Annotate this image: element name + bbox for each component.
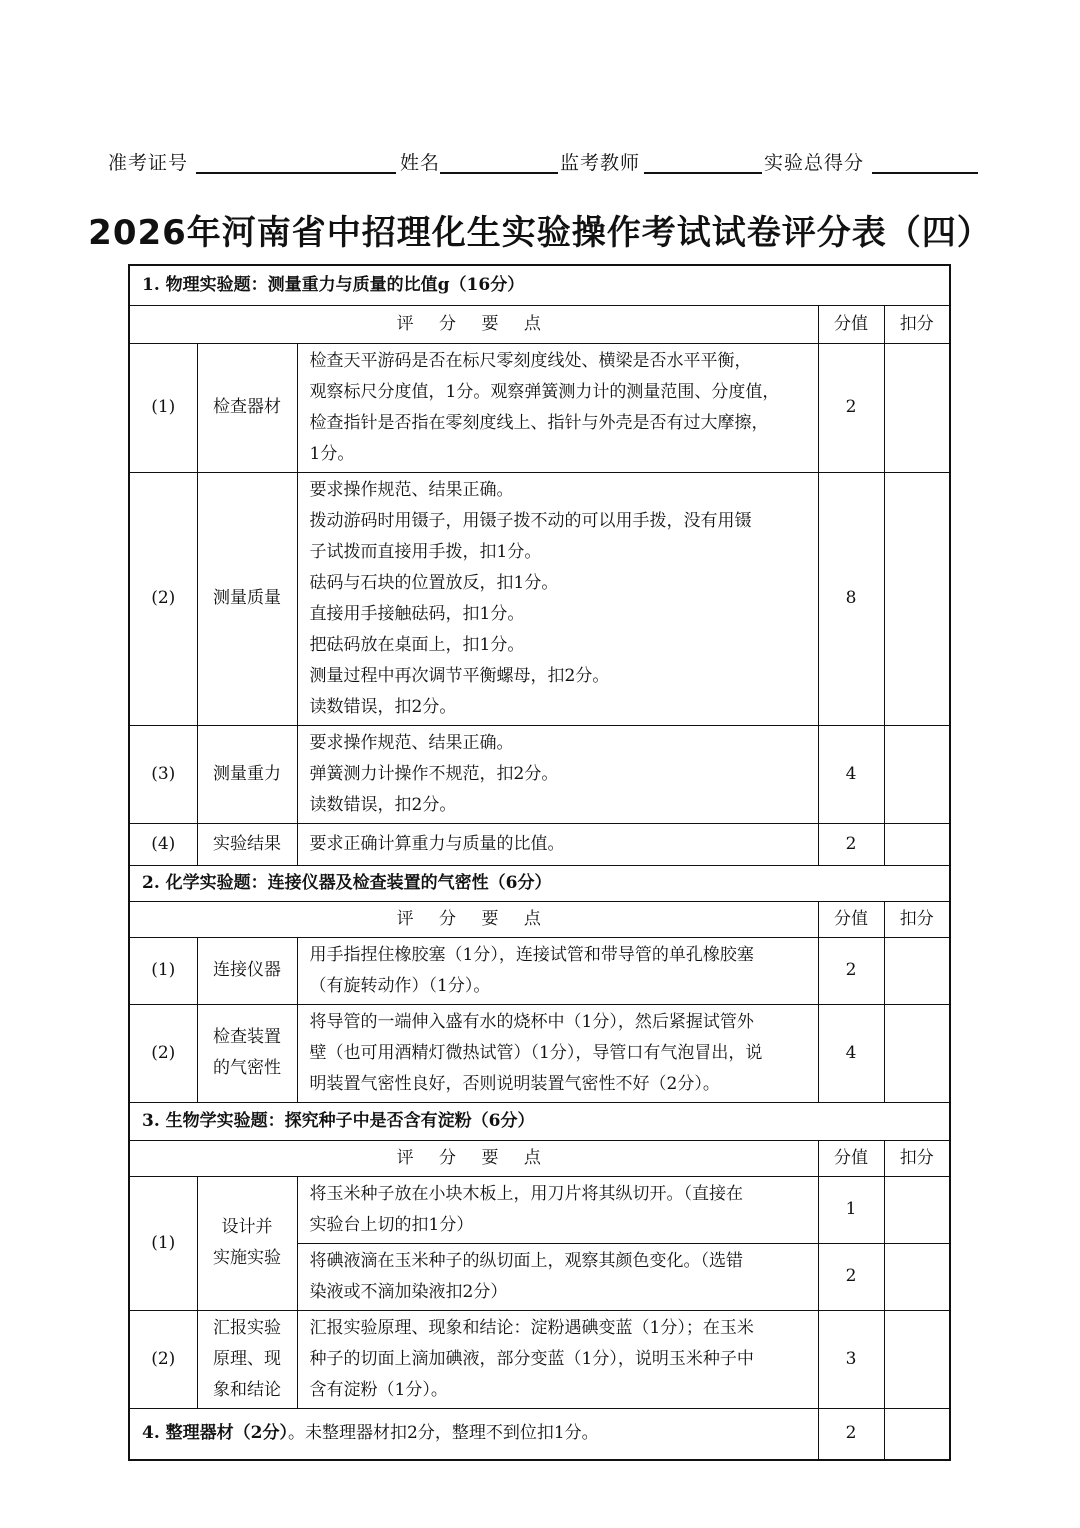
- criteria-line: 将导管的一端伸入盛有水的烧杯中（1分），然后紧握试管外: [309, 1011, 754, 1032]
- cleanup-text: 。未整理器材扣2分，整理不到位扣1分。: [288, 1423, 599, 1444]
- criteria-line: 把砝码放在桌面上，扣1分。: [309, 634, 525, 655]
- row-item: 测量重力: [197, 725, 297, 823]
- row-criteria: [297, 343, 818, 472]
- criteria-line: 要求正确计算重力与质量的比值。: [309, 833, 565, 854]
- teacher-field[interactable]: [644, 172, 762, 174]
- exam-header: [108, 148, 978, 178]
- score-header: 分值: [818, 901, 884, 937]
- biology-section-row: [129, 1102, 950, 1140]
- row-criteria: [297, 1004, 818, 1102]
- chemistry-row-2: [129, 1004, 950, 1102]
- row-number: (2): [129, 472, 197, 725]
- biology-row-2: [129, 1310, 950, 1408]
- physics-col-header: [129, 305, 950, 343]
- row-number: (2): [129, 1310, 197, 1408]
- deduct-cell[interactable]: [884, 343, 950, 472]
- criteria-line: 要求操作规范、结果正确。: [309, 479, 514, 500]
- row-score: 2: [818, 1243, 884, 1310]
- row-item: [197, 1176, 297, 1310]
- row-number: (1): [129, 343, 197, 472]
- criteria-line: 子试拨而直接用手拨，扣1分。: [309, 541, 542, 562]
- teacher-label: 监考教师: [560, 152, 641, 174]
- criteria-line: 弹簧测力计操作不规范，扣2分。: [309, 763, 559, 784]
- row-number: (1): [129, 1176, 197, 1310]
- points-header: 评 分 要 点: [129, 901, 818, 937]
- row-item: [197, 1004, 297, 1102]
- criteria-line: 明装置气密性良好，否则说明装置气密性不好（2分）。: [309, 1073, 720, 1094]
- criteria-line: 1分。: [309, 443, 355, 464]
- criteria-line: 拨动游码时用镊子，用镊子拨不动的可以用手拨，没有用镊: [309, 510, 752, 531]
- criteria-line: 直接用手接触砝码，扣1分。: [309, 603, 525, 624]
- row-criteria: [297, 823, 818, 865]
- row-criteria: [297, 472, 818, 725]
- chemistry-row-1: [129, 937, 950, 1004]
- deduct-cell[interactable]: [884, 472, 950, 725]
- row-number: (2): [129, 1004, 197, 1102]
- total-score-label: 实验总得分: [764, 152, 865, 174]
- criteria-line: （有旋转动作）（1分）。: [309, 975, 491, 996]
- criteria-line: 测量过程中再次调节平衡螺母，扣2分。: [309, 665, 610, 686]
- cleanup-criteria: [129, 1408, 818, 1460]
- row-score: 2: [818, 823, 884, 865]
- exam-id-field[interactable]: [196, 172, 396, 174]
- criteria-line: 检查天平游码是否在标尺零刻度线处、横梁是否水平平衡，: [309, 350, 752, 371]
- physics-row-2: [129, 472, 950, 725]
- criteria-line: 种子的切面上滴加碘液，部分变蓝（1分），说明玉米种子中: [309, 1348, 754, 1369]
- row-score: 2: [818, 937, 884, 1004]
- exam-id-label: 准考证号: [108, 152, 189, 174]
- scoring-table: [128, 264, 951, 1461]
- chemistry-col-header: [129, 901, 950, 937]
- row-criteria: [297, 1310, 818, 1408]
- criteria-line: 读数错误，扣2分。: [309, 696, 457, 717]
- name-label: 姓名: [400, 152, 441, 174]
- points-header: 评 分 要 点: [129, 1140, 818, 1176]
- deduct-cell[interactable]: [884, 1310, 950, 1408]
- deduct-cell[interactable]: [884, 725, 950, 823]
- criteria-line: 将碘液滴在玉米种子的纵切面上，观察其颜色变化。（选错: [309, 1250, 743, 1271]
- cleanup-heading: 4. 整理器材（2分）: [142, 1423, 288, 1444]
- physics-heading: 1. 物理实验题：测量重力与质量的比值g（16分）: [129, 265, 950, 305]
- points-header: 评 分 要 点: [129, 305, 818, 343]
- item-line: 实施实验: [213, 1248, 281, 1268]
- row-score: 2: [818, 343, 884, 472]
- criteria-line: 含有淀粉（1分）。: [309, 1379, 448, 1400]
- row-item: 检查器材: [197, 343, 297, 472]
- row-item: 连接仪器: [197, 937, 297, 1004]
- deduct-cell[interactable]: [884, 1408, 950, 1460]
- criteria-line: 壁（也可用酒精灯微热试管）（1分），导管口有气泡冒出，说: [309, 1042, 763, 1063]
- row-number: (1): [129, 937, 197, 1004]
- score-header: 分值: [818, 1140, 884, 1176]
- page-title: 2026年河南省中招理化生实验操作考试试卷评分表（四）: [88, 213, 992, 253]
- item-line: 原理、现: [213, 1348, 281, 1369]
- deduct-cell[interactable]: [884, 1176, 950, 1243]
- cleanup-score: 2: [818, 1408, 884, 1460]
- row-score: 3: [818, 1310, 884, 1408]
- row-criteria: [297, 937, 818, 1004]
- criteria-line: 染液或不滴加染液扣2分）: [309, 1281, 508, 1302]
- physics-row-1: [129, 343, 950, 472]
- row-criteria: [297, 1243, 818, 1310]
- criteria-line: 观察标尺分度值，1分。观察弹簧测力计的测量范围、分度值，: [309, 381, 780, 402]
- deduct-cell[interactable]: [884, 937, 950, 1004]
- criteria-line: 汇报实验原理、现象和结论：淀粉遇碘变蓝（1分）；在玉米: [309, 1317, 754, 1338]
- item-line: 的气密性: [213, 1058, 281, 1078]
- item-line: 汇报实验: [213, 1317, 281, 1338]
- deduct-header: 扣分: [884, 1140, 950, 1176]
- item-line: 设计并: [221, 1217, 273, 1237]
- deduct-cell[interactable]: [884, 1243, 950, 1310]
- row-item: [197, 1310, 297, 1408]
- physics-row-3: [129, 725, 950, 823]
- biology-row-1a: [129, 1176, 950, 1243]
- item-line: 检查装置: [213, 1027, 281, 1047]
- row-score: 4: [818, 725, 884, 823]
- deduct-header: 扣分: [884, 305, 950, 343]
- criteria-line: 读数错误，扣2分。: [309, 794, 457, 815]
- score-header: 分值: [818, 305, 884, 343]
- deduct-cell[interactable]: [884, 1004, 950, 1102]
- criteria-line: 检查指针是否指在零刻度线上、指针与外壳是否有过大摩擦，: [309, 412, 769, 433]
- chemistry-section-row: [129, 865, 950, 901]
- row-score: 4: [818, 1004, 884, 1102]
- biology-col-header: [129, 1140, 950, 1176]
- row-score: 1: [818, 1176, 884, 1243]
- cleanup-row: [129, 1408, 950, 1460]
- chemistry-heading: 2. 化学实验题：连接仪器及检查装置的气密性（6分）: [129, 865, 950, 901]
- item-line: 象和结论: [213, 1379, 281, 1400]
- criteria-line: 用手指捏住橡胶塞（1分），连接试管和带导管的单孔橡胶塞: [309, 944, 754, 965]
- row-number: (3): [129, 725, 197, 823]
- physics-section-row: [129, 265, 950, 305]
- name-field[interactable]: [440, 172, 558, 174]
- total-score-field[interactable]: [872, 172, 978, 174]
- criteria-line: 要求操作规范、结果正确。: [309, 732, 514, 753]
- row-item: 实验结果: [197, 823, 297, 865]
- criteria-line: 将玉米种子放在小块木板上，用刀片将其纵切开。（直接在: [309, 1183, 743, 1204]
- row-number: (4): [129, 823, 197, 865]
- deduct-header: 扣分: [884, 901, 950, 937]
- row-item: 测量质量: [197, 472, 297, 725]
- biology-heading: 3. 生物学实验题：探究种子中是否含有淀粉（6分）: [129, 1102, 950, 1140]
- row-criteria: [297, 1176, 818, 1243]
- physics-row-4: [129, 823, 950, 865]
- deduct-cell[interactable]: [884, 823, 950, 865]
- row-score: 8: [818, 472, 884, 725]
- criteria-line: 实验台上切的扣1分）: [309, 1214, 474, 1235]
- row-criteria: [297, 725, 818, 823]
- criteria-line: 砝码与石块的位置放反，扣1分。: [309, 572, 559, 593]
